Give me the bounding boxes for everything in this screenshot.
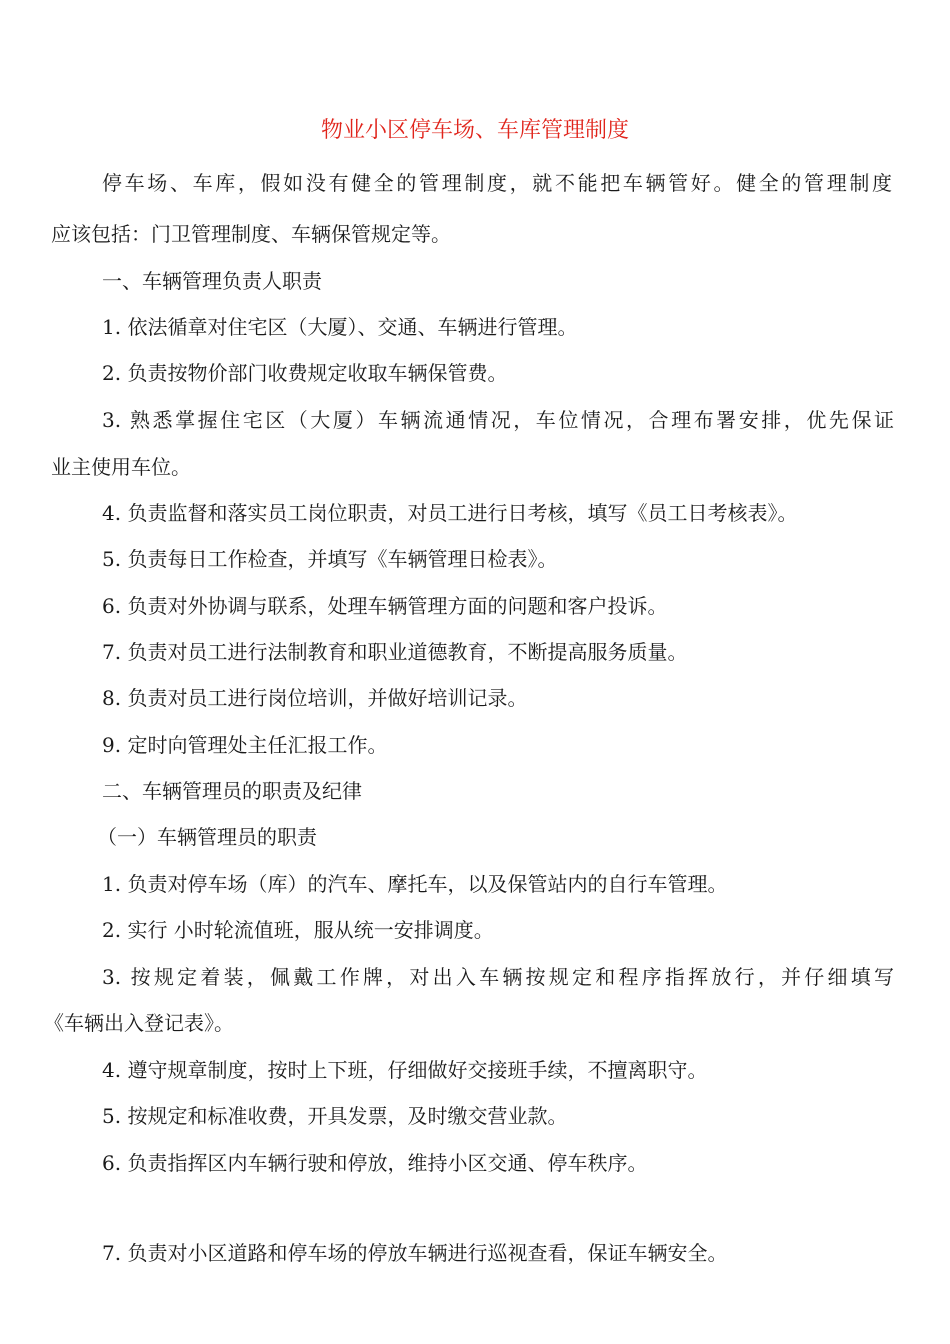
- list-item: 3. 按规定着装，佩戴工作牌，对出入车辆按规定和程序指挥放行，并仔细填写: [102, 965, 894, 989]
- list-item: 2. 负责按物价部门收费规定收取车辆保管费。: [102, 361, 508, 385]
- list-item: 8. 负责对员工进行岗位培训，并做好培训记录。: [102, 686, 528, 710]
- list-item: 4. 负责监督和落实员工岗位职责，对员工进行日考核，填写《员工日考核表》。: [102, 501, 798, 525]
- list-item: 1. 依法循章对住宅区（大厦）、交通、车辆进行管理。: [102, 315, 578, 339]
- section-heading-1: 一、车辆管理负责人职责: [102, 269, 322, 293]
- list-item: 5. 按规定和标准收费，开具发票，及时缴交营业款。: [102, 1104, 568, 1128]
- list-item: 6. 负责指挥区内车辆行驶和停放，维持小区交通、停车秩序。: [102, 1151, 648, 1175]
- list-item: 1. 负责对停车场（库）的汽车、摩托车，以及保管站内的自行车管理。: [102, 872, 728, 896]
- list-item-continuation: 业主使用车位。: [51, 455, 191, 479]
- list-item: 6. 负责对外协调与联系，处理车辆管理方面的问题和客户投诉。: [102, 594, 668, 618]
- list-item: 9. 定时向管理处主任汇报工作。: [102, 733, 388, 757]
- list-item-continuation: 《车辆出入登记表》。: [44, 1011, 234, 1035]
- list-item: 4. 遵守规章制度，按时上下班，仔细做好交接班手续，不擅离职守。: [102, 1058, 708, 1082]
- list-item: 5. 负责每日工作检查，并填写《车辆管理日检表》。: [102, 547, 558, 571]
- list-item: 7. 负责对小区道路和停车场的停放车辆进行巡视查看，保证车辆安全。: [102, 1241, 728, 1265]
- list-item: 3. 熟悉掌握住宅区（大厦）车辆流通情况，车位情况，合理布署安排，优先保证: [102, 408, 894, 432]
- subsection-heading: （一）车辆管理员的职责: [97, 825, 317, 849]
- intro-paragraph-line-2: 应该包括：门卫管理制度、车辆保管规定等。: [51, 222, 451, 246]
- document-title: 物业小区停车场、车库管理制度: [320, 118, 629, 143]
- list-item: 2. 实行 小时轮流值班，服从统一安排调度。: [102, 918, 494, 942]
- section-heading-2: 二、车辆管理员的职责及纪律: [102, 779, 362, 803]
- intro-paragraph-line-1: 停车场、车库，假如没有健全的管理制度，就不能把车辆管好。健全的管理制度: [102, 171, 892, 195]
- list-item: 7. 负责对员工进行法制教育和职业道德教育，不断提高服务质量。: [102, 640, 688, 664]
